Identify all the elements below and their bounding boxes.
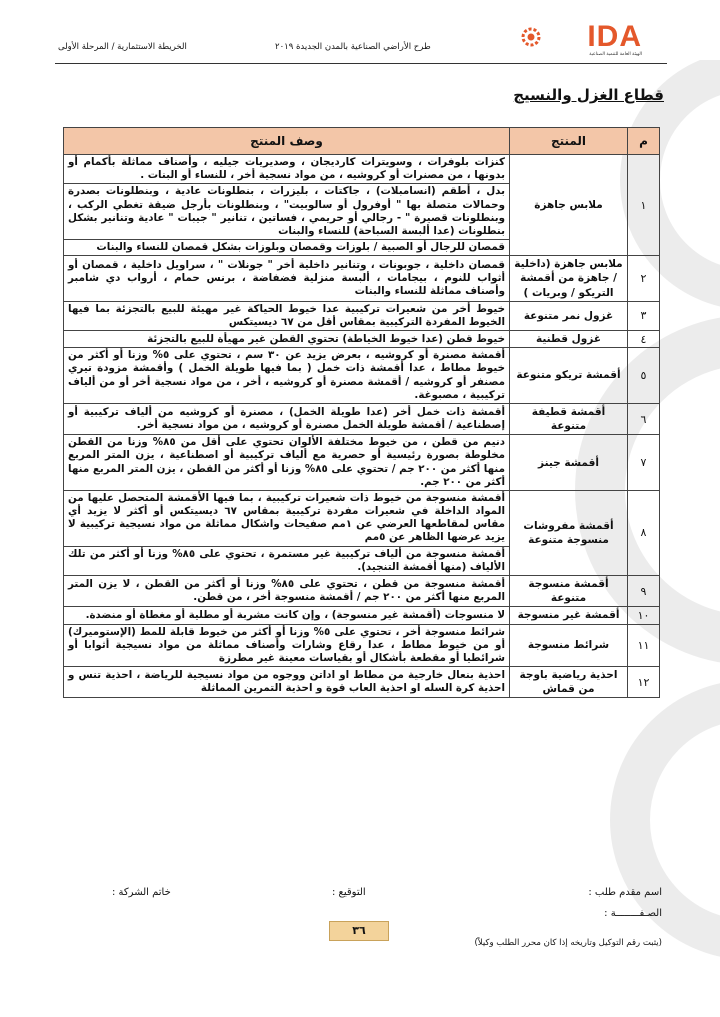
product-description: خيوط أخر من شعيرات تركيبية عدا خيوط الحياكة غير مهيئة للبيع بالتجزئة بما فيها الخيوط المفردة التركيبية بمقاس أقل من ٦٧ ديسيتكس [64, 301, 510, 330]
table-row [64, 256, 660, 302]
page-title: قطاع الغزل والنسيج [513, 86, 664, 104]
product-name: احذية رياضية باوجة من قماش [510, 667, 628, 698]
ida-logo [522, 22, 642, 60]
table-row [64, 435, 660, 491]
product-description: خيوط قطن (عدا خيوط الخياطة) تحتوي القطن غير مهيأة للبيع بالتجزئة [64, 331, 510, 348]
product-name: أقمشة جينز [510, 435, 628, 491]
table-header-row [64, 128, 660, 155]
applicant-name-label: اسم مقدم طلب : [588, 887, 662, 898]
product-name: ملابس جاهزة (داخلية / جاهزة من أقمشة التريكو / وبريات ) [510, 256, 628, 302]
row-number: ١٠ [628, 607, 660, 624]
header-left-text: الخريطة الاستثمارية / المرحلة الأولى [58, 42, 187, 52]
product-description: بدل ، أطقم (انسامبلات) ، جاكتات ، بليزرات ، بنطلونات عادية ، وبنطلونات بصدرة وحمالات متصلة بها " أوفرول أو سالوبيت" ، وبنطلونات بأرجل ضيقة تغطي الركب ، وبنطلونات قصيرة " - رجالي أو حريمي ، فساتين ، تنانير " جيبات " عادية وتنانير بشكل بنطلونات (عدا ألبسة السباحة) للنساء والبنات [64, 184, 510, 240]
row-number: ١١ [628, 624, 660, 667]
row-number: ٥ [628, 348, 660, 404]
product-name: أقمشة غير منسوجة [510, 607, 628, 624]
logo-subtitle: الهيئة العامة للتنمية الصناعية [589, 52, 642, 57]
page-number: ٣٦ [329, 921, 389, 941]
product-description: أقمشة مصنرة أو كروشيه ، بعرض يزيد عن ٣٠ سم ، تحتوي على ٥% وزنا أو أكثر من خيوط مطاط ، عدا أقمشة ذات خمل ( بما فيها طويلة الخمل ) وأقمشة مزودة تيري مصنفر أو كروشيه / أقمشة مصنرة أو كروشيه ، أخر ، من مواد نسجية أخر أو من ألياف تركيبية ، مصبوغة. [64, 348, 510, 404]
gear-icon [520, 26, 542, 48]
row-number: ٣ [628, 301, 660, 330]
row-number: ٩ [628, 575, 660, 606]
product-name: غزول قطنية [510, 331, 628, 348]
header-divider [55, 63, 667, 64]
product-description: أقمشة منسوجة من ألياف تركيبية غير مستمرة ، تحتوي على ٨٥% وزنا أو أكثر من تلك الألياف (منها أقمشة التنجيد). [64, 546, 510, 575]
col-header-num: م [628, 128, 660, 155]
col-header-product: المنتج [510, 128, 628, 155]
page-header [40, 20, 690, 60]
row-number: ٢ [628, 256, 660, 302]
product-description: شرائط منسوجة أخر ، تحتوي على ٥% وزنا أو أكثر من خيوط قابلة للمط (الإستوميرك) أو من خيوط مطاط ، عدا رقاع وشارات وأصناف مماثلة من مواد نسيجية أثوابا أو شرائطيا أو مقطعة بأشكال أو بقياسات معينة غير مطرزة [64, 624, 510, 667]
company-stamp-label: خاتم الشركة : [112, 887, 171, 898]
logo-text: IDA [587, 20, 642, 53]
product-description: قمصان داخلية ، جوبونات ، وتنانير داخلية أخر " جونلات " ، سراويل داخلية ، قمصان أو أثواب للنوم ، بيجامات ، ألبسة منزلية فضفاضة ، برنس حمام ، أرواب دي شامبر وأصناف مماثلة للنساء والبنات [64, 256, 510, 302]
signature-label: التوقيع : [332, 887, 366, 898]
product-name: غزول نمر متنوعة [510, 301, 628, 330]
product-description: قمصان للرجال أو الصبية / بلوزات وقمصان وبلوزات بشكل قمصان للنساء والبنات [64, 240, 510, 256]
footer-note: (يثبت رقم التوكيل وتاريخه إذا كان محرر الطلب وكيلاً) [474, 938, 662, 948]
product-description: كنزات بلوفرات ، وسويترات كارديجان ، وصديريات جيليه ، وأصناف مماثلة بأكمام أو بدونها ، من مصنرات أو كروشيه ، من مواد نسجية أخر ، للنساء أو البنات . [64, 155, 510, 184]
product-description: أقمشة منسوجة من خيوط ذات شعيرات تركيبية ، بما فيها الأقمشة المتحصل عليها من المواد الداخلة في شعيرات مفردة تركيبية بمقاس ٦٧ ديسيتكس أو أكثر لا يزيد أي مقاس لمقاطعها العرضي عن ١مم صفيحات واشكال مماثلة من مواد نسيجية تركيبية لا يزيد عرضها الظاهر عن ٥مم [64, 490, 510, 546]
row-number: ١ [628, 155, 660, 256]
product-description: أقمشة ذات خمل أخر (عدا طويلة الخمل) ، مصنرة أو كروشيه من ألياف تركيبية أو إصطناعية / أقمشة طويلة الخمل مصنرة أو كروشيه ، من مواد نسجية أخر. [64, 403, 510, 434]
product-description: لا منسوجات (أقمشة غير منسوجة) ، وإن كانت مشربة أو مطلية أو مغطاة أو منضدة. [64, 607, 510, 624]
row-number: ٤ [628, 331, 660, 348]
row-number: ١٢ [628, 667, 660, 698]
table-row [64, 490, 660, 546]
table-row [64, 301, 660, 330]
row-number: ٧ [628, 435, 660, 491]
table-row [64, 331, 660, 348]
products-table [63, 127, 660, 698]
product-name: ملابس جاهزة [510, 155, 628, 256]
product-description: دنيم من قطن ، من خيوط مختلفة الألوان تحتوي على أقل من ٨٥% وزنا من القطن مخلوطة بصورة رئيسية أو حصرية مع ألياف تركيبية أو اصطناعية ، يزن المتر المربع منها أكثر من ٢٠٠ جم / تحتوي على ٨٥% وزنا أو أكثر من القطن ، يزن المتر المربع منها أكثر من ٢٠٠ جم. [64, 435, 510, 491]
header-center-text: طرح الأراضي الصناعية بالمدن الجديدة ٢٠١٩ [275, 42, 431, 52]
product-name: أقمشة مفروشات منسوجة متنوعة [510, 490, 628, 575]
product-name: أقمشة منسوجة متنوعة [510, 575, 628, 606]
table-row [64, 348, 660, 404]
table-row [64, 575, 660, 606]
product-name: أقمشة قطيفة متنوعة [510, 403, 628, 434]
capacity-label: الصـفــــــــة : [604, 908, 662, 919]
row-number: ٨ [628, 490, 660, 575]
product-name: أقمشة تريكو متنوعة [510, 348, 628, 404]
table-row [64, 155, 660, 184]
row-number: ٦ [628, 403, 660, 434]
col-header-description: وصف المنتج [64, 128, 510, 155]
product-description: احذية بنعال خارجية من مطاط او اداتن ووجوه من مواد نسيجية للرياضة ، احذية تنس و احذية كرة السله او احذية العاب قوة و احذية التمرين المماثلة [64, 667, 510, 698]
table-row [64, 667, 660, 698]
product-description: أقمشة منسوجة من قطن ، تحتوي على ٨٥% وزنا أو أكثر من القطن ، لا يزن المتر المربع منها أكثر من ٢٠٠ جم / أقمشة منسوجة أخر ، من قطن. [64, 575, 510, 606]
table-row [64, 607, 660, 624]
table-row [64, 403, 660, 434]
table-row [64, 624, 660, 667]
product-name: شرائط منسوجة [510, 624, 628, 667]
